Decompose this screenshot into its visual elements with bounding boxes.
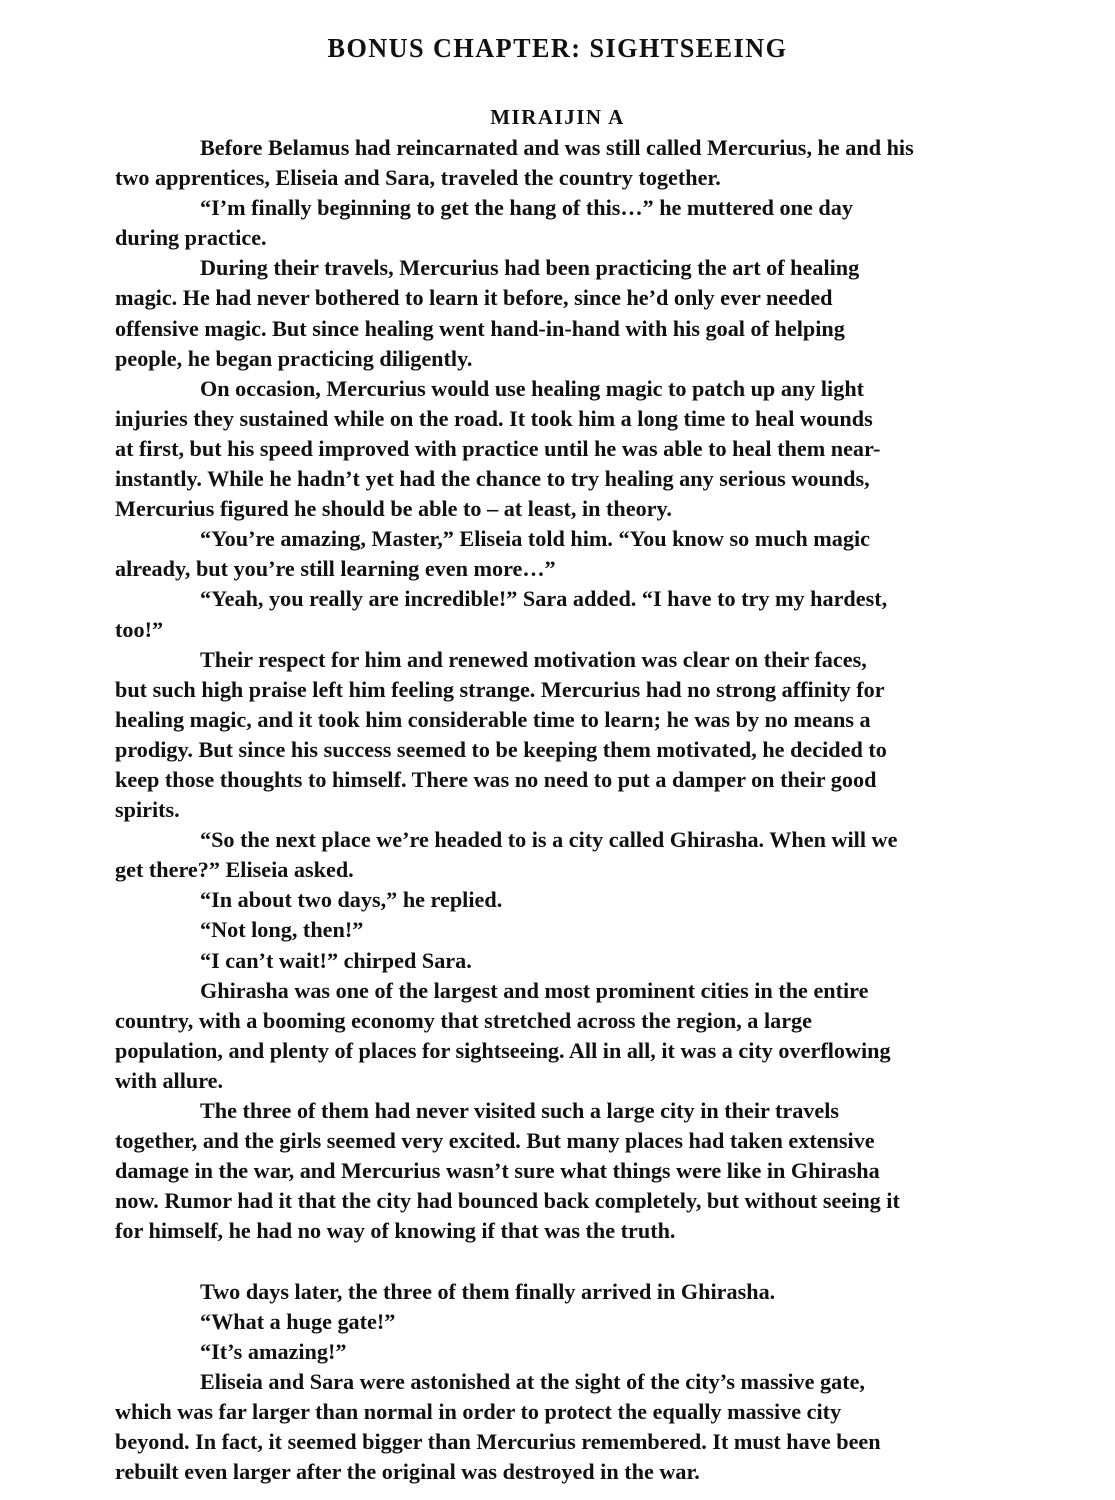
text-line: healing magic, and it took him considerable time to learn; he was by no means a [115, 706, 871, 732]
text-line: “What a huge gate!” [200, 1308, 396, 1334]
chapter-title: BONUS CHAPTER: SIGHTSEEING [327, 33, 788, 63]
text-line: prodigy. But since his success seemed to be keeping them motivated, he decided to [115, 736, 887, 762]
text-line: already, but you’re still learning even more…” [115, 556, 556, 582]
text-line: but such high praise left him feeling strange. Mercurius had no strong affinity for [115, 676, 885, 702]
text-line: instantly. While he hadn’t yet had the chance to try healing any serious wounds, [115, 466, 870, 492]
text-line: Mercurius figured he should be able to – at least, in theory. [115, 496, 672, 522]
text-line: The three of them had never visited such a large city in their travels [200, 1098, 840, 1123]
text-line: which was far larger than normal in order to protect the equally massive city [115, 1398, 842, 1424]
text-line: “Yeah, you really are incredible!” Sara added. “I have to try my hardest, [200, 586, 888, 612]
text-line: at first, but his speed improved with practice until he was able to heal them near- [115, 435, 881, 461]
text-line: “You’re amazing, Master,” Eliseia told him. “You know so much magic [200, 526, 870, 552]
text-line: too!” [115, 616, 164, 642]
text-line: offensive magic. But since healing went hand-in-hand with his goal of helping [115, 315, 845, 341]
text-line: people, he began practicing diligently. [115, 345, 473, 371]
text-line: together, and the girls seemed very excited. But many places had taken extensive [115, 1128, 875, 1154]
text-line: get there?” Eliseia asked. [115, 857, 354, 883]
section-break [115, 1246, 1075, 1276]
text-line: Ghirasha was one of the largest and most prominent cities in the entire [200, 977, 869, 1003]
text-line: On occasion, Mercurius would use healing magic to patch up any light [200, 375, 865, 401]
text-line: Two days later, the three of them finally arrived in Ghirasha. [200, 1278, 776, 1304]
text-line: with allure. [115, 1067, 224, 1093]
text-line: for himself, he had no way of knowing if that was the truth. [115, 1218, 676, 1244]
text-line: during practice. [115, 225, 267, 251]
text-line: “In about two days,” he replied. [200, 887, 503, 913]
text-line: country, with a booming economy that stretched across the region, a large [115, 1007, 812, 1033]
chapter-body [115, 133, 1075, 1487]
text-line: beyond. In fact, it seemed bigger than Mercurius remembered. It must have been [115, 1429, 881, 1455]
text-line: During their travels, Mercurius had been practicing the art of healing [200, 255, 860, 281]
text-line: two apprentices, Eliseia and Sara, traveled the country together. [115, 165, 721, 191]
text-line: “I can’t wait!” chirped Sara. [200, 947, 472, 973]
text-line: population, and plenty of places for sightseeing. All in all, it was a city overflowing [115, 1037, 891, 1063]
text-line: Their respect for him and renewed motivation was clear on their faces, [200, 646, 867, 672]
text-line: “I’m finally beginning to get the hang of this…” he muttered one day [200, 195, 853, 221]
text-line: injuries they sustained while on the road. It took him a long time to heal wounds [115, 405, 873, 431]
text-line: magic. He had never bothered to learn it before, since he’d only ever needed [115, 285, 833, 311]
text-line: “Not long, then!” [200, 917, 364, 943]
text-line: spirits. [115, 797, 180, 823]
text-line: now. Rumor had it that the city had bounced back completely, but without seeing it [115, 1188, 900, 1214]
author-name: MIRAIJIN A [490, 105, 625, 129]
text-line: “It’s amazing!” [200, 1338, 347, 1364]
text-line: keep those thoughts to himself. There was no need to put a damper on their good [115, 766, 877, 792]
text-line: Before Belamus had reincarnated and was still called Mercurius, he and his [200, 135, 914, 160]
text-line: damage in the war, and Mercurius wasn’t sure what things were like in Ghirasha [115, 1158, 880, 1184]
text-line: Eliseia and Sara were astonished at the sight of the city’s massive gate, [200, 1368, 865, 1394]
text-line: “So the next place we’re headed to is a city called Ghirasha. When will we [200, 827, 898, 853]
text-line: rebuilt even larger after the original was destroyed in the war. [115, 1459, 700, 1485]
